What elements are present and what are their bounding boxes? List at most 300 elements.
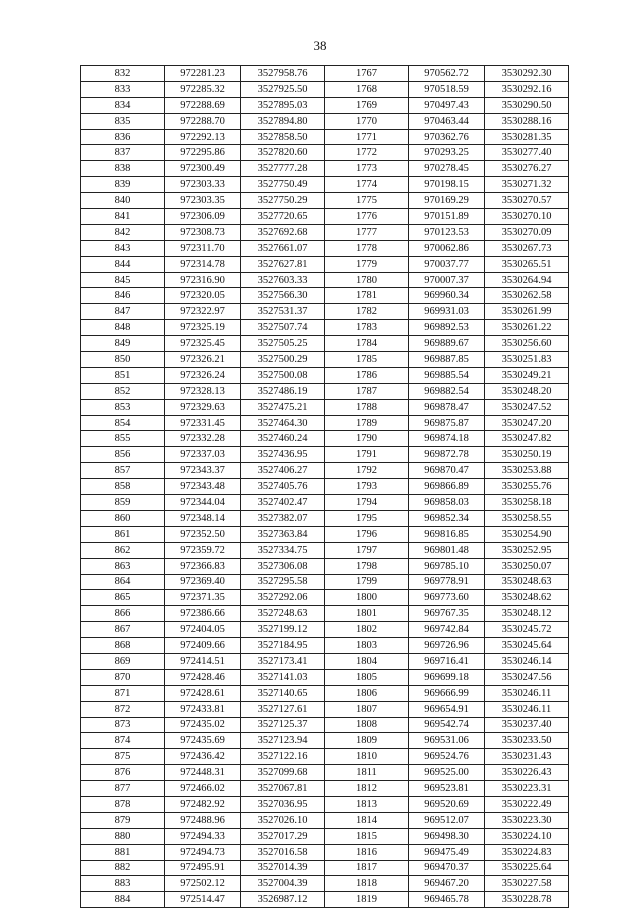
y-coordinate-left: 3527405.76 xyxy=(241,479,325,495)
table-row xyxy=(81,622,569,638)
x-coordinate-left: 972306.09 xyxy=(165,209,241,225)
point-number-right: 1776 xyxy=(325,209,409,225)
x-coordinate-right: 969531.06 xyxy=(409,733,485,749)
y-coordinate-right: 3530281.35 xyxy=(485,129,569,145)
x-coordinate-right: 969931.03 xyxy=(409,304,485,320)
point-number-right: 1786 xyxy=(325,367,409,383)
x-coordinate-left: 972281.23 xyxy=(165,66,241,82)
point-number-left: 883 xyxy=(81,876,165,892)
point-number-right: 1798 xyxy=(325,558,409,574)
table-row xyxy=(81,653,569,669)
x-coordinate-right: 969878.47 xyxy=(409,399,485,415)
y-coordinate-left: 3527858.50 xyxy=(241,129,325,145)
point-number-left: 851 xyxy=(81,367,165,383)
table-row xyxy=(81,129,569,145)
y-coordinate-right: 3530249.21 xyxy=(485,367,569,383)
y-coordinate-right: 3530248.62 xyxy=(485,590,569,606)
y-coordinate-left: 3527464.30 xyxy=(241,415,325,431)
x-coordinate-left: 972428.61 xyxy=(165,685,241,701)
y-coordinate-left: 3527958.76 xyxy=(241,66,325,82)
x-coordinate-right: 969467.20 xyxy=(409,876,485,892)
x-coordinate-right: 969874.18 xyxy=(409,431,485,447)
point-number-right: 1808 xyxy=(325,717,409,733)
point-number-right: 1767 xyxy=(325,66,409,82)
y-coordinate-left: 3527627.81 xyxy=(241,256,325,272)
y-coordinate-left: 3527140.65 xyxy=(241,685,325,701)
y-coordinate-left: 3527141.03 xyxy=(241,669,325,685)
x-coordinate-left: 972314.78 xyxy=(165,256,241,272)
x-coordinate-left: 972288.69 xyxy=(165,97,241,113)
y-coordinate-right: 3530292.30 xyxy=(485,66,569,82)
point-number-right: 1813 xyxy=(325,796,409,812)
point-number-right: 1805 xyxy=(325,669,409,685)
table-row xyxy=(81,463,569,479)
table-row xyxy=(81,209,569,225)
x-coordinate-left: 972328.13 xyxy=(165,383,241,399)
point-number-left: 878 xyxy=(81,796,165,812)
y-coordinate-right: 3530223.31 xyxy=(485,781,569,797)
table-row xyxy=(81,431,569,447)
table-row xyxy=(81,717,569,733)
y-coordinate-right: 3530261.22 xyxy=(485,320,569,336)
point-number-right: 1807 xyxy=(325,701,409,717)
table-row xyxy=(81,272,569,288)
table-row xyxy=(81,781,569,797)
x-coordinate-left: 972369.40 xyxy=(165,574,241,590)
y-coordinate-right: 3530277.40 xyxy=(485,145,569,161)
point-number-right: 1774 xyxy=(325,177,409,193)
x-coordinate-right: 969524.76 xyxy=(409,749,485,765)
x-coordinate-right: 969785.10 xyxy=(409,558,485,574)
x-coordinate-left: 972300.49 xyxy=(165,161,241,177)
table-row xyxy=(81,320,569,336)
x-coordinate-left: 972329.63 xyxy=(165,399,241,415)
point-number-right: 1818 xyxy=(325,876,409,892)
point-number-left: 835 xyxy=(81,113,165,129)
table-row xyxy=(81,304,569,320)
point-number-left: 877 xyxy=(81,781,165,797)
point-number-left: 880 xyxy=(81,828,165,844)
y-coordinate-left: 3527500.29 xyxy=(241,352,325,368)
y-coordinate-left: 3527067.81 xyxy=(241,781,325,797)
table-row xyxy=(81,81,569,97)
y-coordinate-left: 3527184.95 xyxy=(241,638,325,654)
page-number: 38 xyxy=(313,38,327,53)
x-coordinate-right: 969465.78 xyxy=(409,892,485,908)
y-coordinate-right: 3530276.27 xyxy=(485,161,569,177)
y-coordinate-left: 3527382.07 xyxy=(241,510,325,526)
point-number-right: 1797 xyxy=(325,542,409,558)
y-coordinate-left: 3527507.74 xyxy=(241,320,325,336)
point-number-left: 872 xyxy=(81,701,165,717)
x-coordinate-right: 969742.84 xyxy=(409,622,485,638)
table-row xyxy=(81,352,569,368)
x-coordinate-right: 969512.07 xyxy=(409,812,485,828)
y-coordinate-right: 3530267.73 xyxy=(485,240,569,256)
point-number-left: 838 xyxy=(81,161,165,177)
x-coordinate-right: 969778.91 xyxy=(409,574,485,590)
y-coordinate-right: 3530231.43 xyxy=(485,749,569,765)
y-coordinate-left: 3527505.25 xyxy=(241,336,325,352)
x-coordinate-left: 972495.91 xyxy=(165,860,241,876)
point-number-left: 842 xyxy=(81,224,165,240)
y-coordinate-right: 3530223.30 xyxy=(485,812,569,828)
y-coordinate-left: 3527334.75 xyxy=(241,542,325,558)
point-number-right: 1789 xyxy=(325,415,409,431)
y-coordinate-right: 3530265.51 xyxy=(485,256,569,272)
x-coordinate-right: 969726.96 xyxy=(409,638,485,654)
table-row xyxy=(81,828,569,844)
point-number-right: 1783 xyxy=(325,320,409,336)
y-coordinate-right: 3530224.10 xyxy=(485,828,569,844)
table-row xyxy=(81,733,569,749)
x-coordinate-left: 972292.13 xyxy=(165,129,241,145)
x-coordinate-left: 972348.14 xyxy=(165,510,241,526)
point-number-left: 865 xyxy=(81,590,165,606)
y-coordinate-right: 3530288.16 xyxy=(485,113,569,129)
y-coordinate-left: 3527125.37 xyxy=(241,717,325,733)
table-row xyxy=(81,383,569,399)
y-coordinate-right: 3530271.32 xyxy=(485,177,569,193)
x-coordinate-right: 970007.37 xyxy=(409,272,485,288)
point-number-left: 870 xyxy=(81,669,165,685)
point-number-right: 1768 xyxy=(325,81,409,97)
x-coordinate-right: 969699.18 xyxy=(409,669,485,685)
table-row xyxy=(81,685,569,701)
y-coordinate-left: 3527566.30 xyxy=(241,288,325,304)
point-number-left: 860 xyxy=(81,510,165,526)
point-number-right: 1773 xyxy=(325,161,409,177)
x-coordinate-left: 972359.72 xyxy=(165,542,241,558)
x-coordinate-left: 972436.42 xyxy=(165,749,241,765)
point-number-right: 1794 xyxy=(325,495,409,511)
y-coordinate-left: 3527895.03 xyxy=(241,97,325,113)
point-number-right: 1778 xyxy=(325,240,409,256)
x-coordinate-right: 970198.15 xyxy=(409,177,485,193)
y-coordinate-right: 3530248.20 xyxy=(485,383,569,399)
point-number-left: 863 xyxy=(81,558,165,574)
point-number-left: 840 xyxy=(81,193,165,209)
table-row xyxy=(81,415,569,431)
x-coordinate-left: 972303.33 xyxy=(165,177,241,193)
y-coordinate-right: 3530258.18 xyxy=(485,495,569,511)
y-coordinate-right: 3530246.14 xyxy=(485,653,569,669)
point-number-left: 874 xyxy=(81,733,165,749)
x-coordinate-left: 972288.70 xyxy=(165,113,241,129)
y-coordinate-right: 3530248.63 xyxy=(485,574,569,590)
x-coordinate-right: 969470.37 xyxy=(409,860,485,876)
point-number-left: 834 xyxy=(81,97,165,113)
x-coordinate-right: 969870.47 xyxy=(409,463,485,479)
x-coordinate-right: 969885.54 xyxy=(409,367,485,383)
x-coordinate-right: 969960.34 xyxy=(409,288,485,304)
table-row xyxy=(81,542,569,558)
x-coordinate-right: 969654.91 xyxy=(409,701,485,717)
y-coordinate-right: 3530247.56 xyxy=(485,669,569,685)
x-coordinate-right: 970037.77 xyxy=(409,256,485,272)
point-number-right: 1796 xyxy=(325,526,409,542)
point-number-right: 1772 xyxy=(325,145,409,161)
y-coordinate-left: 3527475.21 xyxy=(241,399,325,415)
point-number-left: 843 xyxy=(81,240,165,256)
point-number-left: 848 xyxy=(81,320,165,336)
x-coordinate-left: 972337.03 xyxy=(165,447,241,463)
x-coordinate-left: 972295.86 xyxy=(165,145,241,161)
point-number-right: 1799 xyxy=(325,574,409,590)
table-row xyxy=(81,860,569,876)
x-coordinate-right: 970362.76 xyxy=(409,129,485,145)
y-coordinate-right: 3530248.12 xyxy=(485,606,569,622)
point-number-right: 1800 xyxy=(325,590,409,606)
table-row xyxy=(81,844,569,860)
x-coordinate-left: 972366.83 xyxy=(165,558,241,574)
x-coordinate-right: 970151.89 xyxy=(409,209,485,225)
y-coordinate-right: 3530258.55 xyxy=(485,510,569,526)
y-coordinate-right: 3530264.94 xyxy=(485,272,569,288)
y-coordinate-left: 3527173.41 xyxy=(241,653,325,669)
table-row xyxy=(81,193,569,209)
x-coordinate-left: 972326.24 xyxy=(165,367,241,383)
point-number-left: 879 xyxy=(81,812,165,828)
point-number-left: 852 xyxy=(81,383,165,399)
point-number-left: 849 xyxy=(81,336,165,352)
x-coordinate-left: 972331.45 xyxy=(165,415,241,431)
y-coordinate-right: 3530228.78 xyxy=(485,892,569,908)
point-number-left: 837 xyxy=(81,145,165,161)
y-coordinate-right: 3530270.09 xyxy=(485,224,569,240)
table-row xyxy=(81,892,569,908)
x-coordinate-right: 969889.67 xyxy=(409,336,485,352)
y-coordinate-right: 3530290.50 xyxy=(485,97,569,113)
point-number-left: 875 xyxy=(81,749,165,765)
point-number-left: 836 xyxy=(81,129,165,145)
y-coordinate-left: 3527123.94 xyxy=(241,733,325,749)
x-coordinate-right: 969716.41 xyxy=(409,653,485,669)
point-number-right: 1784 xyxy=(325,336,409,352)
table-row xyxy=(81,399,569,415)
x-coordinate-left: 972435.69 xyxy=(165,733,241,749)
point-number-right: 1816 xyxy=(325,844,409,860)
x-coordinate-left: 972352.50 xyxy=(165,526,241,542)
y-coordinate-right: 3530292.16 xyxy=(485,81,569,97)
point-number-left: 884 xyxy=(81,892,165,908)
point-number-right: 1791 xyxy=(325,447,409,463)
point-number-left: 844 xyxy=(81,256,165,272)
y-coordinate-right: 3530270.10 xyxy=(485,209,569,225)
y-coordinate-right: 3530250.07 xyxy=(485,558,569,574)
point-number-left: 861 xyxy=(81,526,165,542)
x-coordinate-left: 972494.73 xyxy=(165,844,241,860)
table-row xyxy=(81,288,569,304)
table-row xyxy=(81,224,569,240)
point-number-left: 845 xyxy=(81,272,165,288)
x-coordinate-right: 970123.53 xyxy=(409,224,485,240)
x-coordinate-left: 972322.97 xyxy=(165,304,241,320)
point-number-right: 1819 xyxy=(325,892,409,908)
table-row xyxy=(81,574,569,590)
y-coordinate-left: 3527692.68 xyxy=(241,224,325,240)
table-row xyxy=(81,145,569,161)
y-coordinate-right: 3530261.99 xyxy=(485,304,569,320)
point-number-right: 1793 xyxy=(325,479,409,495)
table-row xyxy=(81,256,569,272)
y-coordinate-left: 3527017.29 xyxy=(241,828,325,844)
x-coordinate-right: 969498.30 xyxy=(409,828,485,844)
y-coordinate-right: 3530253.88 xyxy=(485,463,569,479)
x-coordinate-left: 972386.66 xyxy=(165,606,241,622)
table-row xyxy=(81,479,569,495)
point-number-right: 1785 xyxy=(325,352,409,368)
y-coordinate-left: 3527661.07 xyxy=(241,240,325,256)
y-coordinate-left: 3527531.37 xyxy=(241,304,325,320)
y-coordinate-right: 3530247.20 xyxy=(485,415,569,431)
x-coordinate-left: 972428.46 xyxy=(165,669,241,685)
point-number-left: 862 xyxy=(81,542,165,558)
point-number-right: 1779 xyxy=(325,256,409,272)
y-coordinate-right: 3530222.49 xyxy=(485,796,569,812)
point-number-right: 1806 xyxy=(325,685,409,701)
x-coordinate-right: 969767.35 xyxy=(409,606,485,622)
x-coordinate-left: 972325.45 xyxy=(165,336,241,352)
x-coordinate-right: 970278.45 xyxy=(409,161,485,177)
x-coordinate-left: 972344.04 xyxy=(165,495,241,511)
x-coordinate-left: 972343.37 xyxy=(165,463,241,479)
y-coordinate-left: 3527894.80 xyxy=(241,113,325,129)
point-number-right: 1803 xyxy=(325,638,409,654)
x-coordinate-right: 969852.34 xyxy=(409,510,485,526)
table-row xyxy=(81,638,569,654)
x-coordinate-left: 972326.21 xyxy=(165,352,241,368)
y-coordinate-right: 3530250.19 xyxy=(485,447,569,463)
y-coordinate-right: 3530247.82 xyxy=(485,431,569,447)
x-coordinate-left: 972494.33 xyxy=(165,828,241,844)
x-coordinate-left: 972502.12 xyxy=(165,876,241,892)
y-coordinate-right: 3530246.11 xyxy=(485,701,569,717)
x-coordinate-left: 972285.32 xyxy=(165,81,241,97)
y-coordinate-left: 3527603.33 xyxy=(241,272,325,288)
x-coordinate-right: 969858.03 xyxy=(409,495,485,511)
y-coordinate-left: 3527026.10 xyxy=(241,812,325,828)
x-coordinate-right: 969866.89 xyxy=(409,479,485,495)
x-coordinate-left: 972414.51 xyxy=(165,653,241,669)
y-coordinate-right: 3530224.83 xyxy=(485,844,569,860)
y-coordinate-left: 3527925.50 xyxy=(241,81,325,97)
point-number-right: 1770 xyxy=(325,113,409,129)
y-coordinate-left: 3527004.39 xyxy=(241,876,325,892)
coordinate-table-body xyxy=(81,66,569,908)
x-coordinate-right: 970518.59 xyxy=(409,81,485,97)
point-number-right: 1810 xyxy=(325,749,409,765)
y-coordinate-left: 3526987.12 xyxy=(241,892,325,908)
point-number-left: 847 xyxy=(81,304,165,320)
point-number-right: 1769 xyxy=(325,97,409,113)
y-coordinate-right: 3530227.58 xyxy=(485,876,569,892)
x-coordinate-right: 969666.99 xyxy=(409,685,485,701)
x-coordinate-right: 970169.29 xyxy=(409,193,485,209)
table-row xyxy=(81,240,569,256)
table-row xyxy=(81,97,569,113)
point-number-left: 853 xyxy=(81,399,165,415)
x-coordinate-right: 969520.69 xyxy=(409,796,485,812)
y-coordinate-left: 3527306.08 xyxy=(241,558,325,574)
x-coordinate-right: 969892.53 xyxy=(409,320,485,336)
y-coordinate-right: 3530255.76 xyxy=(485,479,569,495)
coordinate-table xyxy=(80,65,569,908)
table-row xyxy=(81,447,569,463)
y-coordinate-right: 3530233.50 xyxy=(485,733,569,749)
point-number-right: 1811 xyxy=(325,765,409,781)
y-coordinate-left: 3527292.06 xyxy=(241,590,325,606)
y-coordinate-left: 3527777.28 xyxy=(241,161,325,177)
x-coordinate-left: 972409.66 xyxy=(165,638,241,654)
x-coordinate-right: 969875.87 xyxy=(409,415,485,431)
point-number-left: 873 xyxy=(81,717,165,733)
point-number-right: 1775 xyxy=(325,193,409,209)
y-coordinate-right: 3530262.58 xyxy=(485,288,569,304)
x-coordinate-right: 970293.25 xyxy=(409,145,485,161)
x-coordinate-left: 972448.31 xyxy=(165,765,241,781)
x-coordinate-right: 969801.48 xyxy=(409,542,485,558)
point-number-left: 864 xyxy=(81,574,165,590)
table-row xyxy=(81,812,569,828)
y-coordinate-left: 3527099.68 xyxy=(241,765,325,781)
x-coordinate-left: 972320.05 xyxy=(165,288,241,304)
y-coordinate-left: 3527295.58 xyxy=(241,574,325,590)
y-coordinate-left: 3527500.08 xyxy=(241,367,325,383)
y-coordinate-left: 3527199.12 xyxy=(241,622,325,638)
y-coordinate-left: 3527750.29 xyxy=(241,193,325,209)
point-number-right: 1787 xyxy=(325,383,409,399)
y-coordinate-left: 3527127.61 xyxy=(241,701,325,717)
table-row xyxy=(81,558,569,574)
point-number-left: 859 xyxy=(81,495,165,511)
point-number-left: 869 xyxy=(81,653,165,669)
x-coordinate-right: 969773.60 xyxy=(409,590,485,606)
x-coordinate-right: 969525.00 xyxy=(409,765,485,781)
table-row xyxy=(81,765,569,781)
point-number-left: 876 xyxy=(81,765,165,781)
point-number-left: 867 xyxy=(81,622,165,638)
y-coordinate-right: 3530252.95 xyxy=(485,542,569,558)
x-coordinate-right: 969887.85 xyxy=(409,352,485,368)
table-row xyxy=(81,66,569,82)
x-coordinate-left: 972404.05 xyxy=(165,622,241,638)
point-number-left: 882 xyxy=(81,860,165,876)
x-coordinate-right: 970497.43 xyxy=(409,97,485,113)
table-row xyxy=(81,161,569,177)
y-coordinate-right: 3530256.60 xyxy=(485,336,569,352)
x-coordinate-right: 969523.81 xyxy=(409,781,485,797)
point-number-left: 833 xyxy=(81,81,165,97)
table-row xyxy=(81,876,569,892)
y-coordinate-right: 3530245.72 xyxy=(485,622,569,638)
table-row xyxy=(81,749,569,765)
point-number-left: 857 xyxy=(81,463,165,479)
x-coordinate-right: 970463.44 xyxy=(409,113,485,129)
x-coordinate-left: 972311.70 xyxy=(165,240,241,256)
point-number-right: 1812 xyxy=(325,781,409,797)
x-coordinate-right: 969542.74 xyxy=(409,717,485,733)
point-number-left: 832 xyxy=(81,66,165,82)
point-number-left: 839 xyxy=(81,177,165,193)
x-coordinate-left: 972435.02 xyxy=(165,717,241,733)
x-coordinate-left: 972308.73 xyxy=(165,224,241,240)
x-coordinate-left: 972482.92 xyxy=(165,796,241,812)
y-coordinate-right: 3530254.90 xyxy=(485,526,569,542)
point-number-right: 1815 xyxy=(325,828,409,844)
table-row xyxy=(81,796,569,812)
point-number-right: 1777 xyxy=(325,224,409,240)
